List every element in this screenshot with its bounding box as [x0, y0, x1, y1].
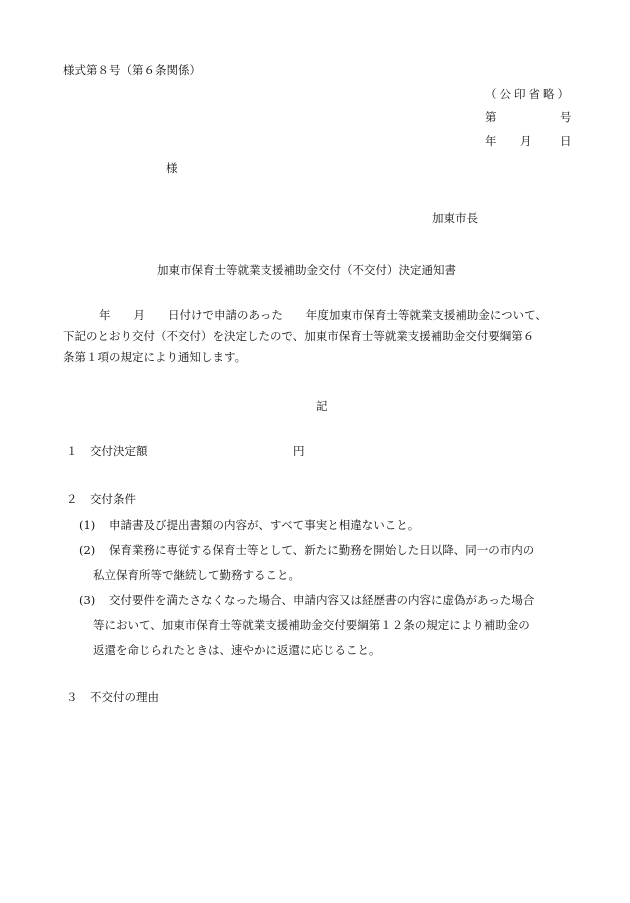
document-title: 加東市保育士等就業支援補助金交付（不交付）決定通知書: [157, 263, 456, 277]
section-1-number: １: [66, 444, 78, 458]
ki-heading: 記: [316, 399, 328, 413]
sender-name: 加東市長: [432, 211, 478, 225]
date-month: 月: [520, 134, 532, 148]
condition-2-line-2: 私立保育所等で継続して勤務すること。: [93, 568, 300, 582]
section-2-label: 交付条件: [90, 492, 136, 506]
section-2-number: ２: [66, 492, 78, 506]
date-year: 年: [485, 134, 497, 148]
form-number: 様式第８号（第６条関係）: [63, 63, 201, 77]
condition-3-line-1: 交付要件を満たさなくなった場合、申請内容又は経歴書の内容に虚偽があった場合: [109, 593, 535, 607]
body-line-3: 条第１項の規定により通知します。: [63, 350, 247, 364]
section-1-label: 交付決定額: [90, 444, 148, 458]
condition-3-line-2: 等において、加東市保育士等就業支援補助金交付要綱第１２条の規定により補助金の: [93, 618, 530, 632]
recipient-honorific: 様: [166, 161, 178, 175]
date-day: 日: [560, 134, 572, 148]
condition-3-line-3: 返還を命じられたときは、速やかに返還に応じること。: [93, 643, 381, 657]
seal-omitted-note: （公印省略）: [485, 87, 572, 101]
doc-number-suffix: 号: [560, 110, 572, 124]
condition-1-number: (1): [79, 518, 96, 532]
section-3-label: 不交付の理由: [90, 690, 159, 704]
condition-3-number: (3): [79, 593, 96, 607]
body-line-1: 年 月 日付けで申請のあった 年度加東市保育士等就業支援補助金について、: [99, 308, 547, 322]
condition-2-number: (2): [79, 543, 96, 557]
condition-1-line-1: 申請書及び提出書類の内容が、すべて事実と相違ないこと。: [109, 518, 420, 532]
body-line-2: 下記のとおり交付（不交付）を決定したので、加東市保育士等就業支援補助金交付要綱第６: [63, 329, 535, 343]
section-1-unit: 円: [293, 444, 305, 458]
section-3-number: ３: [66, 690, 78, 704]
doc-number-prefix: 第: [485, 110, 497, 124]
condition-2-line-1: 保育業務に専従する保育士等として、新たに勤務を開始した日以降、同一の市内の: [109, 543, 535, 557]
